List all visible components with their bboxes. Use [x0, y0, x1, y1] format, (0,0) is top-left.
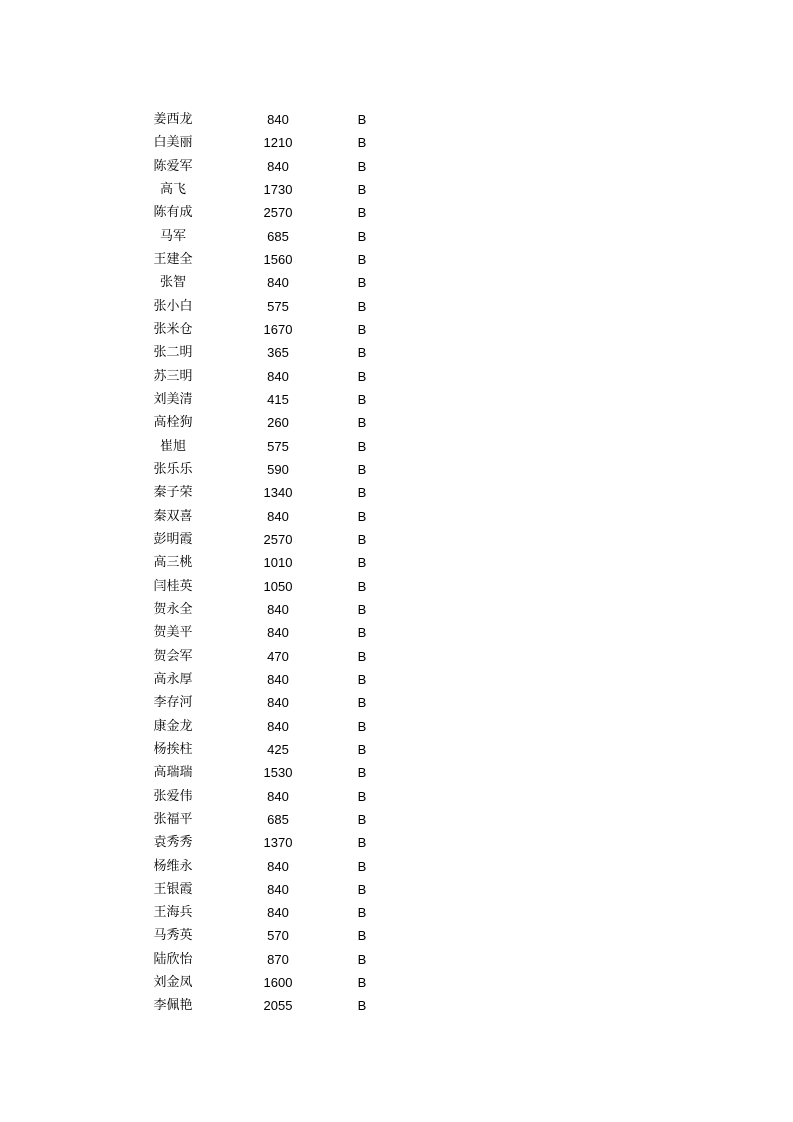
name-cell: 杨挨柱 [153, 741, 193, 757]
amount-cell: 2055 [263, 998, 293, 1014]
grade-cell: B [357, 438, 367, 454]
grade-cell: B [357, 881, 367, 897]
amount-cell: 870 [267, 951, 289, 967]
amount-cell: 840 [267, 368, 289, 384]
table-row [0, 715, 793, 738]
amount-cell: 685 [267, 228, 289, 244]
table-row [0, 878, 793, 901]
name-cell: 马秀英 [153, 928, 193, 944]
amount-cell: 840 [267, 158, 289, 174]
amount-cell: 685 [267, 811, 289, 827]
amount-cell: 840 [267, 625, 289, 641]
amount-cell: 1670 [263, 321, 293, 337]
table-row [0, 411, 793, 434]
table-row [0, 318, 793, 341]
table-row [0, 691, 793, 714]
amount-cell: 425 [267, 741, 289, 757]
amount-cell: 1600 [263, 975, 293, 991]
grade-cell: B [357, 275, 367, 291]
grade-cell: B [357, 181, 367, 197]
name-cell: 姜西龙 [153, 112, 193, 127]
grade-cell: B [357, 508, 367, 524]
grade-cell: B [357, 928, 367, 944]
amount-cell: 840 [267, 905, 289, 921]
table-row [0, 551, 793, 574]
name-cell: 张爱伟 [153, 788, 193, 804]
name-cell: 李佩艳 [153, 998, 193, 1014]
name-cell: 张智 [159, 275, 186, 291]
amount-cell: 575 [267, 438, 289, 454]
table-row [0, 948, 793, 971]
table-row [0, 831, 793, 854]
grade-cell: B [357, 671, 367, 687]
grade-cell: B [357, 368, 367, 384]
grade-cell: B [357, 975, 367, 991]
amount-cell: 1560 [263, 251, 293, 267]
amount-cell: 365 [267, 345, 289, 361]
amount-cell: 1010 [263, 555, 293, 571]
table-row [0, 924, 793, 947]
amount-cell: 470 [267, 648, 289, 664]
grade-cell: B [357, 415, 367, 431]
amount-cell: 840 [267, 788, 289, 804]
name-cell: 高三桃 [153, 555, 193, 571]
amount-cell: 840 [267, 671, 289, 687]
grade-cell: B [357, 578, 367, 594]
name-cell: 陈爱军 [153, 158, 193, 174]
table-row [0, 785, 793, 808]
grade-cell: B [357, 555, 367, 571]
name-cell: 张小白 [153, 298, 193, 314]
table-row [0, 295, 793, 318]
grade-cell: B [357, 858, 367, 874]
name-cell: 贺会军 [153, 648, 193, 664]
grade-cell: B [357, 531, 367, 547]
amount-cell: 840 [267, 718, 289, 734]
table-row [0, 761, 793, 784]
name-cell: 王建全 [153, 251, 193, 267]
amount-cell: 840 [267, 881, 289, 897]
amount-cell: 575 [267, 298, 289, 314]
name-cell: 袁秀秀 [153, 835, 193, 851]
amount-cell: 260 [267, 415, 289, 431]
amount-cell: 2570 [263, 531, 293, 547]
name-cell: 贺美平 [153, 625, 193, 641]
table-row [0, 225, 793, 248]
data-table [0, 108, 793, 1018]
amount-cell: 2570 [263, 205, 293, 221]
name-cell: 秦子荣 [153, 485, 193, 501]
grade-cell: B [357, 298, 367, 314]
grade-cell: B [357, 135, 367, 151]
table-row [0, 575, 793, 598]
grade-cell: B [357, 461, 367, 477]
name-cell: 陈有成 [153, 205, 193, 221]
amount-cell: 1050 [263, 578, 293, 594]
table-row [0, 155, 793, 178]
table-row [0, 131, 793, 154]
name-cell: 张米仓 [153, 321, 193, 337]
name-cell: 崔旭 [159, 438, 186, 454]
table-row [0, 528, 793, 551]
amount-cell: 840 [267, 601, 289, 617]
name-cell: 苏三明 [153, 368, 193, 384]
name-cell: 王海兵 [153, 905, 193, 921]
grade-cell: B [357, 741, 367, 757]
amount-cell: 840 [267, 858, 289, 874]
amount-cell: 840 [267, 695, 289, 711]
name-cell: 马军 [159, 228, 186, 244]
name-cell: 康金龙 [153, 718, 193, 734]
grade-cell: B [357, 625, 367, 641]
name-cell: 彭明霞 [153, 531, 193, 547]
table-row [0, 271, 793, 294]
amount-cell: 590 [267, 461, 289, 477]
table-row [0, 201, 793, 224]
table-row [0, 365, 793, 388]
grade-cell: B [357, 485, 367, 501]
grade-cell: B [357, 205, 367, 221]
table-row [0, 855, 793, 878]
grade-cell: B [357, 228, 367, 244]
table-row [0, 178, 793, 201]
grade-cell: B [357, 788, 367, 804]
table-row [0, 505, 793, 528]
table-row [0, 108, 793, 131]
name-cell: 陆欣怡 [153, 951, 193, 967]
grade-cell: B [357, 835, 367, 851]
name-cell: 张乐乐 [153, 461, 193, 477]
name-cell: 白美丽 [153, 135, 193, 151]
grade-cell: B [357, 158, 367, 174]
table-row [0, 738, 793, 761]
table-row [0, 341, 793, 364]
table-row [0, 621, 793, 644]
table-row [0, 481, 793, 504]
amount-cell: 840 [267, 508, 289, 524]
grade-cell: B [357, 765, 367, 781]
grade-cell: B [357, 321, 367, 337]
name-cell: 高瑞瑞 [153, 765, 193, 781]
grade-cell: B [357, 718, 367, 734]
table-row [0, 248, 793, 271]
name-cell: 贺永全 [153, 601, 193, 617]
table-row [0, 994, 793, 1017]
name-cell: 杨维永 [153, 858, 193, 874]
name-cell: 高飞 [159, 181, 186, 197]
table-row [0, 901, 793, 924]
amount-cell: 840 [267, 112, 289, 127]
table-row [0, 388, 793, 411]
grade-cell: B [357, 601, 367, 617]
amount-cell: 1530 [263, 765, 293, 781]
grade-cell: B [357, 905, 367, 921]
name-cell: 张二明 [153, 345, 193, 361]
grade-cell: B [357, 811, 367, 827]
name-cell: 张福平 [153, 811, 193, 827]
table-row [0, 458, 793, 481]
name-cell: 闫桂英 [153, 578, 193, 594]
amount-cell: 570 [267, 928, 289, 944]
name-cell: 秦双喜 [153, 508, 193, 524]
table-row [0, 971, 793, 994]
table-row [0, 435, 793, 458]
amount-cell: 840 [267, 275, 289, 291]
grade-cell: B [357, 345, 367, 361]
name-cell: 刘美清 [153, 391, 193, 407]
table-row [0, 668, 793, 691]
name-cell: 高栓狗 [153, 415, 193, 431]
amount-cell: 1730 [263, 181, 293, 197]
name-cell: 王银霞 [153, 881, 193, 897]
grade-cell: B [357, 648, 367, 664]
grade-cell: B [357, 112, 367, 127]
grade-cell: B [357, 251, 367, 267]
table-row [0, 808, 793, 831]
table-row [0, 645, 793, 668]
grade-cell: B [357, 695, 367, 711]
table-row [0, 598, 793, 621]
amount-cell: 1210 [263, 135, 293, 151]
name-cell: 刘金凤 [153, 975, 193, 991]
amount-cell: 1340 [263, 485, 293, 501]
name-cell: 高永厚 [153, 671, 193, 687]
amount-cell: 1370 [263, 835, 293, 851]
grade-cell: B [357, 391, 367, 407]
grade-cell: B [357, 951, 367, 967]
grade-cell: B [357, 998, 367, 1014]
name-cell: 李存河 [153, 695, 193, 711]
amount-cell: 415 [267, 391, 289, 407]
